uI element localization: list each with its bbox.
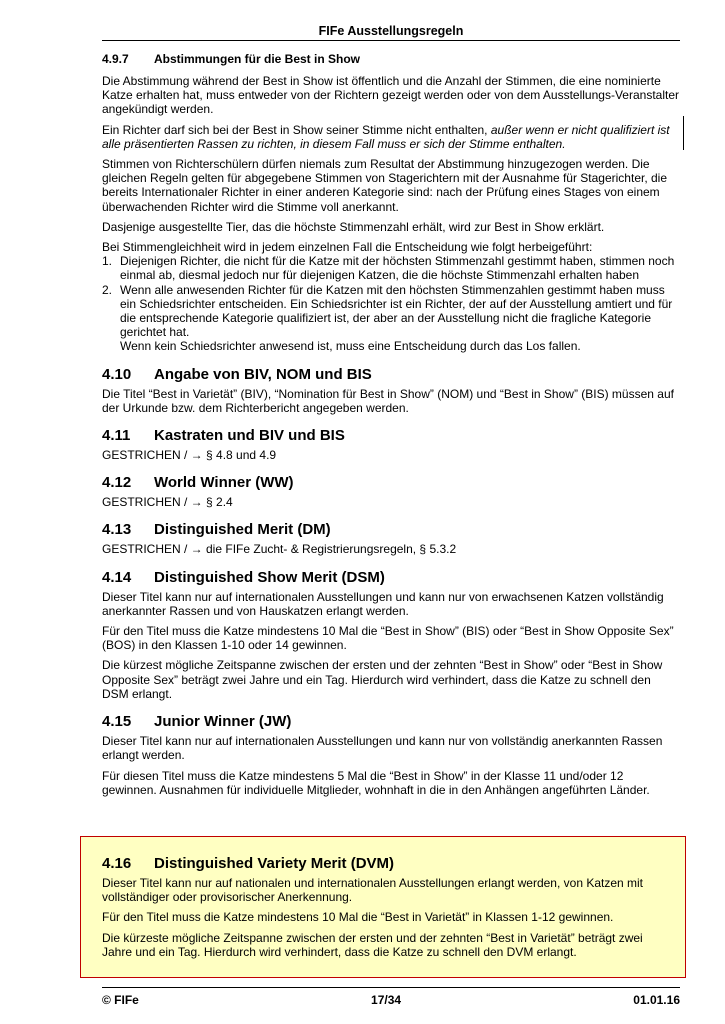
paragraph: Dieser Titel kann nur auf nationalen und internationalen Ausstellungen erlangt werden, von Katzen mit vollständiger oder provisorischer Anerkennung. (102, 876, 644, 905)
section-title: Kastraten und BIV und BIS (154, 427, 345, 445)
section-number: 4.14 (102, 568, 132, 586)
section-title: Distinguished Merit (DM) (154, 521, 331, 539)
list-text: Diejenigen Richter, die nicht für die Katze mit der höchsten Stimmenzahl gestimmt haben, stimmen noch einmal ab, diesmal jedoch nur für diejenigen Katzen, die die höchste Stimmenzahl erhalten haben (120, 254, 675, 283)
highlighted-section-box (80, 836, 686, 978)
section-4-9-7-heading (102, 52, 680, 66)
document-title: FIFe Ausstellungsregeln (318, 24, 464, 38)
page-footer (102, 987, 680, 1007)
section-title: World Winner (WW) (154, 474, 294, 492)
section-number: 4.13 (102, 521, 132, 539)
section-4-13-heading (102, 521, 680, 538)
list-item (102, 283, 680, 354)
list-item (102, 254, 680, 282)
section-number: 4.9.7 (102, 52, 129, 66)
page-content (102, 52, 680, 803)
section-4-11-heading (102, 427, 680, 444)
section-4-12-heading (102, 474, 680, 491)
section-4-16-heading (102, 855, 670, 872)
paragraph: Die kürzeste mögliche Zeitspanne zwischen der ersten und der zehnten “Best in Varietät” beträgt zwei Jahre und ein Tag. Hierdurch wird verhindert, dass die Katze zu schnell den DVM erlangt. (102, 930, 643, 959)
numbered-list (102, 254, 680, 353)
section-title: Angabe von BIV, NOM und BIS (154, 365, 372, 383)
section-number: 4.16 (102, 855, 132, 872)
section-number: 4.12 (102, 474, 132, 492)
paragraph: Für diesen Titel muss die Katze mindestens 5 Mal die “Best in Show” in der Klasse 11 und/oder 12 gewinnen. Ausnahmen für individuelle Mitglieder, wohnhaft in die in den Anhängen angeführten Länder. (102, 768, 650, 797)
footer-copyright: © FIFe (102, 993, 139, 1007)
list-number: 1. (102, 254, 113, 269)
paragraph: Bei Stimmengleichheit wird in jedem einzelnen Fall die Entscheidung wie folgt herbeigeführt: (102, 240, 593, 255)
change-bar (683, 116, 684, 150)
paragraph-text: Ein Richter darf sich bei der Best in Show seiner Stimme nicht enthalten, (102, 122, 491, 137)
paragraph: Für den Titel muss die Katze mindestens 10 Mal die “Best in Show” (BIS) oder “Best in Show Opposite Sex” (BOS) in den Klassen 1-10 oder 14 gewinnen. (102, 624, 674, 653)
footer-date: 01.01.16 (633, 993, 680, 1007)
paragraph: Dasjenige ausgestellte Tier, das die höchste Stimmenzahl erhält, wird zur Best in Show erklärt. (102, 219, 605, 234)
list-text: Wenn kein Schiedsrichter anwesend ist, muss eine Entscheidung durch das Los fallen. (120, 339, 581, 354)
paragraph (102, 123, 680, 151)
list-body (120, 283, 680, 354)
paragraph: Die Abstimmung während der Best in Show ist öffentlich und die Anzahl der Stimmen, die eine nominierte Katze erhalten hat, muss entweder von der Richtern gezeigt werden oder von dem Ausstellungs-Veranstalter angekündigt werden. (102, 74, 679, 117)
section-number: 4.15 (102, 713, 132, 731)
page-header (102, 24, 680, 41)
section-4-14-heading (102, 569, 680, 586)
highlighted-section-content (102, 843, 670, 965)
paragraph: GESTRICHEN / → die FIFe Zucht- & Registrierungsregeln, § 5.3.2 (102, 542, 457, 557)
list-text: Wenn alle anwesenden Richter für die Katzen mit den höchsten Stimmenzahlen gestimmt haben muss ein Schiedsrichter entscheiden. Ein Schiedsrichter ist ein Richter, der auf der Ausstellung amtiert und für die entsprechende Kategorie qualifiziert ist, der aber an der Ausstellung nicht die fragliche Kategorie gerichtet hat. (120, 282, 673, 340)
section-4-10-heading (102, 366, 680, 383)
section-title: Junior Winner (JW) (154, 713, 292, 731)
paragraph: Die Titel “Best in Varietät” (BIV), “Nomination für Best in Show” (NOM) und “Best in Show” (BIS) müssen auf der Urkunde bzw. dem Richterbericht angegeben werden. (102, 386, 674, 415)
italic-text: außer wenn er nicht qualifiziert ist alle präsentierten Rassen zu richten, in diesem Fall muss er sich der Stimme enthalten. (102, 122, 670, 151)
section-title: Abstimmungen für die Best in Show (154, 52, 361, 66)
paragraph: Für den Titel muss die Katze mindestens 10 Mal die “Best in Varietät” in Klassen 1-12 gewinnen. (102, 910, 614, 925)
page-number: 17/34 (371, 993, 402, 1007)
paragraph: Die kürzest mögliche Zeitspanne zwischen der ersten und der zehnten “Best in Show” oder “Best in Show Opposite Sex” beträgt zwei Jahre und ein Tag. Hierdurch wird verhindert, dass die Katze zu schnell den DSM erlangt. (102, 658, 663, 701)
section-title: Distinguished Variety Merit (DVM) (154, 855, 395, 872)
section-title: Distinguished Show Merit (DSM) (154, 568, 385, 586)
paragraph: Dieser Titel kann nur auf internationalen Ausstellungen und kann nur von erwachsenen Katzen vollständig anerkannter Rassen und von Hauskatzen erlangt werden. (102, 589, 664, 618)
paragraph: GESTRICHEN / → § 2.4 (102, 495, 233, 510)
list-number: 2. (102, 282, 113, 297)
section-number: 4.10 (102, 365, 132, 383)
paragraph: Dieser Titel kann nur auf internationalen Ausstellungen und kann nur von vollständig anerkannten Rassen erlangt werden. (102, 734, 663, 763)
paragraph: Stimmen von Richterschülern dürfen niemals zum Resultat der Abstimmung hinzugezogen werden. Die gleichen Regeln gelten für abgegebene Stimmen von Stagerichtern mit der Ausnahme für Stagerichter, die bereits Internationaler Richter in einer anderen Kategorie sind: nach der Prüfung eines Stages von einem überwachenden Richter wird die Stimme voll anerkannt. (102, 157, 668, 214)
paragraph: GESTRICHEN / → § 4.8 und 4.9 (102, 448, 277, 463)
section-4-15-heading (102, 713, 680, 730)
section-number: 4.11 (102, 427, 131, 445)
